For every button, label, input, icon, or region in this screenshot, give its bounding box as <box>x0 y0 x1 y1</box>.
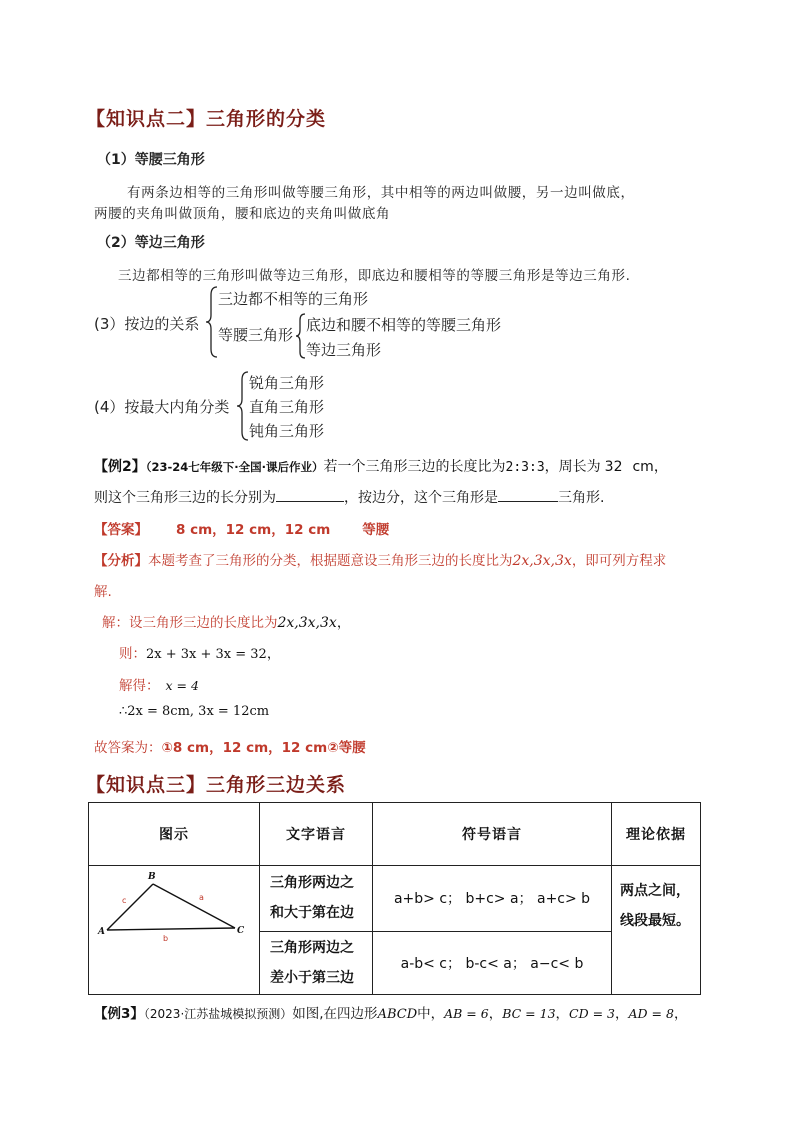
right-triangle: 直角三角形 <box>249 398 325 416</box>
isosceles-triangle: 等腰三角形 <box>218 326 294 344</box>
table-header-cell: 图示 <box>89 803 260 866</box>
table-header-row <box>89 803 701 866</box>
solution-text: ， <box>266 646 281 662</box>
vertex-b-label: B <box>148 872 156 882</box>
question-text: 则这个三角形三边的长分别为 <box>94 490 276 506</box>
given-value: BC = 13 <box>502 1006 556 1021</box>
separator: ， <box>555 1006 570 1022</box>
example-source: （2023·江苏盐城模拟预测） <box>143 1007 293 1021</box>
subsection-title-isosceles: （1）等腰三角形 <box>97 152 205 168</box>
isosceles-definition-line1: 有两条边相等的三角形叫做等腰三角形，其中相等的两边叫做腰，另一边叫做底， <box>127 185 635 201</box>
non-equilateral-isosceles: 底边和腰不相等的等腰三角形 <box>306 316 502 334</box>
solution-text: ， <box>336 615 351 631</box>
triangle-sides-table <box>88 802 701 995</box>
example-label: 【例3】 <box>94 1006 144 1022</box>
classify-by-angle-label: (4）按最大内角分类 <box>94 398 230 416</box>
table-header-cell: 理论依据 <box>612 803 701 866</box>
question-text: 如图,在四边形 <box>292 1006 378 1022</box>
equilateral-triangle: 等边三角形 <box>306 341 382 359</box>
final-answer-value: ①8 cm，12 cm，12 cm②等腰 <box>161 740 366 756</box>
text-line: 三角形两边之 <box>270 939 354 956</box>
answer-value: 等腰 <box>362 522 390 538</box>
text-line: 三角形两边之 <box>270 875 354 892</box>
example-label: 【例2】 <box>94 459 146 475</box>
solution-line1 <box>102 611 350 631</box>
ratio-value: 2:3:3 <box>505 460 545 475</box>
scalene-triangle: 三边都不相等的三角形 <box>218 290 369 308</box>
answer-blank[interactable] <box>276 487 344 502</box>
solution-text: 则： <box>119 646 146 662</box>
section-title-2: 【知识点二】三角形的分类 <box>86 108 327 130</box>
solution-text: 解得： <box>119 678 160 694</box>
question-text: 若一个三角形三边的长度比为 <box>323 459 506 475</box>
question-text: ，按边分，这个三角形是 <box>344 490 498 506</box>
brace-icon <box>205 285 219 359</box>
table-row <box>89 866 701 932</box>
classify-by-sides-label: (3）按边的关系 <box>94 315 200 333</box>
solution-math: 2x + 3x + 3x = 32 <box>146 647 267 662</box>
side-b-label: b <box>163 934 169 943</box>
perimeter-value: 32 <box>604 459 623 475</box>
example2-answer <box>94 518 389 538</box>
text-line: 和大于第在边 <box>270 905 354 922</box>
triangle-figure <box>89 866 259 990</box>
answer-value: 8 cm，12 cm，12 cm <box>176 522 331 538</box>
separator: ， <box>615 1006 629 1022</box>
final-answer <box>94 736 366 756</box>
basis-line: 线段最短。 <box>620 913 690 929</box>
example3-question <box>94 1002 687 1022</box>
brace-icon <box>236 370 250 442</box>
example2-analysis-line2: 解. <box>94 584 112 600</box>
obtuse-triangle: 钝角三角形 <box>249 422 325 440</box>
solution-line2 <box>119 642 280 662</box>
given-value: AB = 6 <box>444 1006 489 1021</box>
vertex-a-label: A <box>98 927 105 937</box>
section-title-3: 【知识点三】三角形三边关系 <box>86 774 347 796</box>
analysis-label: 【分析】 <box>94 553 148 569</box>
question-text: ， <box>653 459 668 475</box>
side-a-label: a <box>199 893 204 902</box>
separator: ， <box>488 1006 503 1022</box>
solution-math: x = 4 <box>165 678 199 693</box>
subsection-title-equilateral: （2）等边三角形 <box>97 235 205 251</box>
acute-triangle: 锐角三角形 <box>249 374 325 392</box>
example2-analysis <box>94 549 666 569</box>
solution-text: 解：设三角形三边的长度比为 <box>102 615 278 631</box>
quad-name: ABCD <box>377 1007 418 1022</box>
answer-blank[interactable] <box>498 487 558 502</box>
table-header-cell: 文字语言 <box>260 803 373 866</box>
vertex-c-label: C <box>237 926 245 936</box>
analysis-text: ，即可列方程求 <box>571 553 667 569</box>
table-header-cell: 符号语言 <box>373 803 612 866</box>
question-text: 三角形. <box>558 490 605 506</box>
example2-question-line2 <box>94 487 604 507</box>
text-language-cell <box>260 931 373 994</box>
example-source: （23-24七年级下·全国·课后作业） <box>145 460 324 474</box>
text-language-cell <box>260 866 373 932</box>
triangle-figure-cell <box>89 866 260 995</box>
question-text: 中， <box>417 1006 445 1022</box>
given-value: CD = 3 <box>569 1006 615 1021</box>
basis-cell <box>612 866 701 995</box>
question-text: ，周长为 <box>544 459 601 475</box>
final-answer-label: 故答案为： <box>94 740 162 756</box>
given-value: AD = 8 <box>628 1006 674 1021</box>
example2-question-line1 <box>94 456 668 476</box>
symbol-cell: a-b< c； b-c< a； a−c< b <box>373 931 612 994</box>
symbol-cell: a+b> c； b+c> a； a+c> b <box>373 866 612 932</box>
answer-label: 【答案】 <box>94 522 148 538</box>
solution-line4: ∴2x = 8cm, 3x = 12cm <box>119 704 270 719</box>
equilateral-definition: 三边都相等的三角形叫做等边三角形，即底边和腰相等的等腰三角形是等边三角形. <box>118 268 631 284</box>
unit: cm <box>632 459 654 475</box>
solution-math: 2x,3x,3x <box>277 615 337 631</box>
analysis-math: 2x,3x,3x <box>512 553 572 569</box>
basis-line: 两点之间， <box>620 883 690 899</box>
isosceles-definition-line2: 两腰的夹角叫做顶角，腰和底边的夹角叫做底角 <box>94 206 391 222</box>
side-c-label: c <box>122 896 127 905</box>
separator: ， <box>673 1006 688 1022</box>
text-line: 差小于第三边 <box>270 969 354 986</box>
solution-line3 <box>119 674 199 694</box>
analysis-text: 本题考查了三角形的分类，根据题意设三角形三边的长度比为 <box>148 553 513 569</box>
